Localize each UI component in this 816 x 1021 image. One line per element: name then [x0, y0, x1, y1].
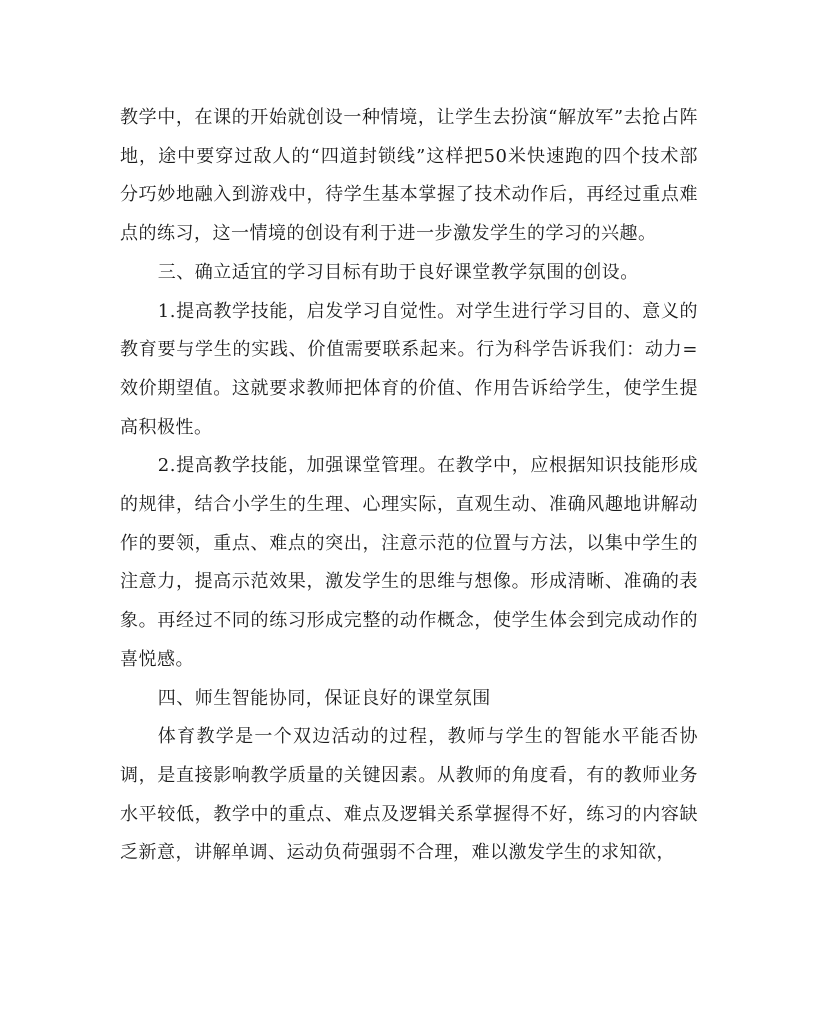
document-body: [120, 99, 698, 873]
section-heading-three: 三、确立适宜的学习目标有助于良好课堂教学氛围的创设。: [157, 261, 639, 283]
paragraph-section-four-body: 体育教学是一个双边活动的过程，教师与学生的智能水平能否协调，是直接影响教学质量的关键因素。从教师的角度看，有的教师业务水平较低，教学中的重点、难点及逻辑关系掌握得不好，练习的内容缺乏新意，讲解单调、运动负荷强弱不合理，难以激发学生的求知欲，: [120, 726, 698, 864]
paragraph-continuation: 教学中，在课的开始就创设一种情境，让学生去扮演“解放军”去抢占阵地，途中要穿过敌人的“四道封锁线”这样把50米快速跑的四个技术部分巧妙地融入到游戏中，待学生基本掌握了技术动作后，再经过重点难点的练习，这一情境的创设有利于进一步激发学生的学习的兴趣。: [120, 107, 698, 245]
paragraph-point-two: 2.提高教学技能，加强课堂管理。在教学中，应根据知识技能形成的规律，结合小学生的生理、心理实际，直观生动、准确风趣地讲解动作的要领，重点、难点的突出，注意示范的位置与方法，以集中学生的注意力，提高示范效果，激发学生的思维与想像。形成清晰、准确的表象。再经过不同的练习形成完整的动作概念，使学生体会到完成动作的喜悦感。: [120, 455, 698, 670]
section-heading-four: 四、师生智能协同，保证良好的课堂氛围: [157, 687, 491, 709]
paragraph-point-one: 1.提高教学技能，启发学习自觉性。对学生进行学习目的、意义的教育要与学生的实践、价值需要联系起来。行为科学告诉我们：动力=效价期望值。这就要求教师把体育的价值、作用告诉给学生，使学生提高积极性。: [120, 300, 698, 438]
